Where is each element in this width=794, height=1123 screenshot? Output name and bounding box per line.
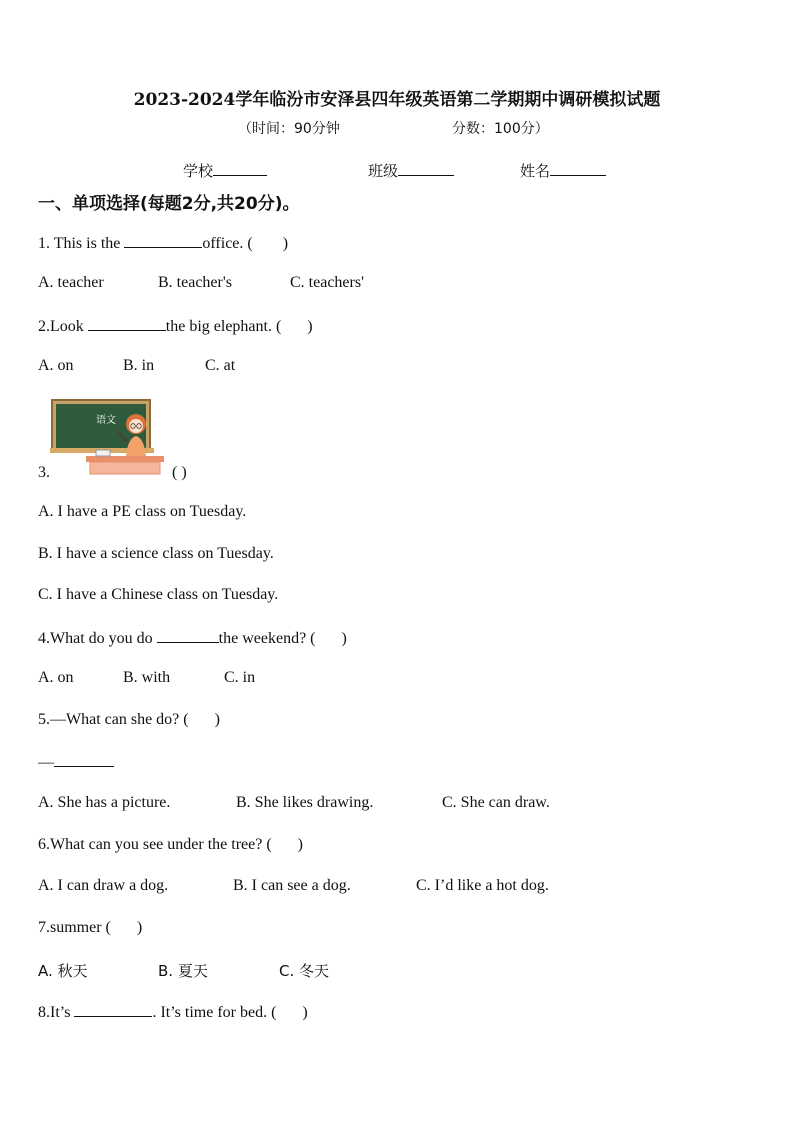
class-blank[interactable] <box>398 161 454 176</box>
q7-option-b[interactable]: B. 夏天 <box>158 962 208 980</box>
chalkboard-illustration <box>50 398 170 476</box>
q8-text-before: 8.It’s <box>38 1004 75 1021</box>
q5-paren-close: ) <box>214 711 220 728</box>
q6-option-b[interactable]: B. I can see a dog. <box>233 877 351 894</box>
q4-option-a[interactable]: A. on <box>38 669 74 686</box>
q3-option-c[interactable]: C. I have a Chinese class on Tuesday. <box>38 586 279 603</box>
q1-text-before: 1. This is the <box>38 235 125 252</box>
q1-option-b[interactable]: B. teacher's <box>158 274 232 291</box>
q3-option-b[interactable]: B. I have a science class on Tuesday. <box>38 545 274 562</box>
q3-option-a[interactable]: A. I have a PE class on Tuesday. <box>38 503 247 520</box>
q6-option-a[interactable]: A. I can draw a dog. <box>38 877 169 894</box>
q8-text-after: . It’s time for bed. ( <box>152 1004 277 1021</box>
class-label: 班级 <box>368 162 399 180</box>
question-3 <box>38 464 50 482</box>
q4-text-after: the weekend? ( <box>218 630 316 647</box>
q2-option-b[interactable]: B. in <box>123 357 155 374</box>
q6-options <box>38 877 549 895</box>
q1-text-after: office. ( <box>202 235 253 252</box>
q6-paren-close: ) <box>297 836 303 853</box>
q5-answer-dash: — <box>38 754 54 771</box>
q7-option-c[interactable]: C. 冬天 <box>279 962 330 980</box>
q7-paren-close: ) <box>136 919 143 936</box>
q6-text: 6.What can you see under the tree? ( <box>38 836 272 853</box>
q1-paren-close: ) <box>282 235 289 252</box>
question-6 <box>38 836 303 854</box>
question-8 <box>38 1002 308 1022</box>
q1-option-c[interactable]: C. teachers' <box>290 274 364 291</box>
name-blank[interactable] <box>550 161 606 176</box>
section-heading: 一、单项选择(每题2分,共20分)。 <box>38 194 300 214</box>
question-5 <box>38 711 220 729</box>
q5-option-b[interactable]: B. She likes drawing. <box>236 794 374 811</box>
exam-title: 2023-2024学年临汾市安泽县四年级英语第二学期期中调研模拟试题 <box>133 90 661 110</box>
q5-answer-line <box>38 752 114 772</box>
q2-option-c[interactable]: C. at <box>205 357 236 374</box>
q4-text-before: 4.What do you do <box>38 630 157 647</box>
q4-option-b[interactable]: B. with <box>123 669 171 686</box>
question-4 <box>38 628 347 648</box>
teacher-chalkboard-image <box>50 398 170 476</box>
q8-blank[interactable] <box>74 1002 152 1017</box>
q5-options <box>38 794 550 812</box>
q2-options <box>38 357 235 375</box>
school-field <box>183 160 267 181</box>
q4-blank[interactable] <box>157 628 219 643</box>
q4-paren-close: ) <box>341 630 347 647</box>
q2-option-a[interactable]: A. on <box>38 357 74 374</box>
q2-text-before: 2.Look <box>38 318 88 335</box>
q1-options <box>38 274 364 292</box>
q1-blank[interactable] <box>124 233 202 248</box>
school-label: 学校 <box>183 162 214 180</box>
q6-option-c[interactable]: C. I’d like a hot dog. <box>416 877 549 894</box>
q4-option-c[interactable]: C. in <box>224 669 256 686</box>
class-field <box>368 160 454 181</box>
school-blank[interactable] <box>213 161 267 176</box>
name-label: 姓名 <box>520 162 551 180</box>
q1-option-a[interactable]: A. teacher <box>38 274 104 291</box>
q7-text: 7.summer ( <box>38 919 111 936</box>
q5-option-a[interactable]: A. She has a picture. <box>38 794 171 811</box>
q5-blank[interactable] <box>54 752 114 767</box>
q5-text: 5.—What can she do? ( <box>38 711 189 728</box>
board-text: 语文 <box>96 415 116 426</box>
q7-options <box>38 960 329 981</box>
q4-options <box>38 669 255 687</box>
q8-paren-close: ) <box>302 1004 308 1021</box>
name-field <box>520 160 606 181</box>
exam-score: 分数：100分） <box>452 121 549 137</box>
question-2 <box>38 316 313 336</box>
exam-time: （时间：90分钟 <box>238 121 340 137</box>
question-1 <box>38 233 288 253</box>
q7-option-a[interactable]: A. 秋天 <box>38 962 88 980</box>
q2-text-after: the big elephant. ( <box>165 318 282 335</box>
q2-paren-close: ) <box>307 318 313 335</box>
q5-option-c[interactable]: C. She can draw. <box>442 794 550 811</box>
q3-number: 3. <box>38 464 50 481</box>
q3-answer-paren: ( ) <box>172 464 187 481</box>
question-7 <box>38 919 142 937</box>
q2-blank[interactable] <box>88 316 166 331</box>
